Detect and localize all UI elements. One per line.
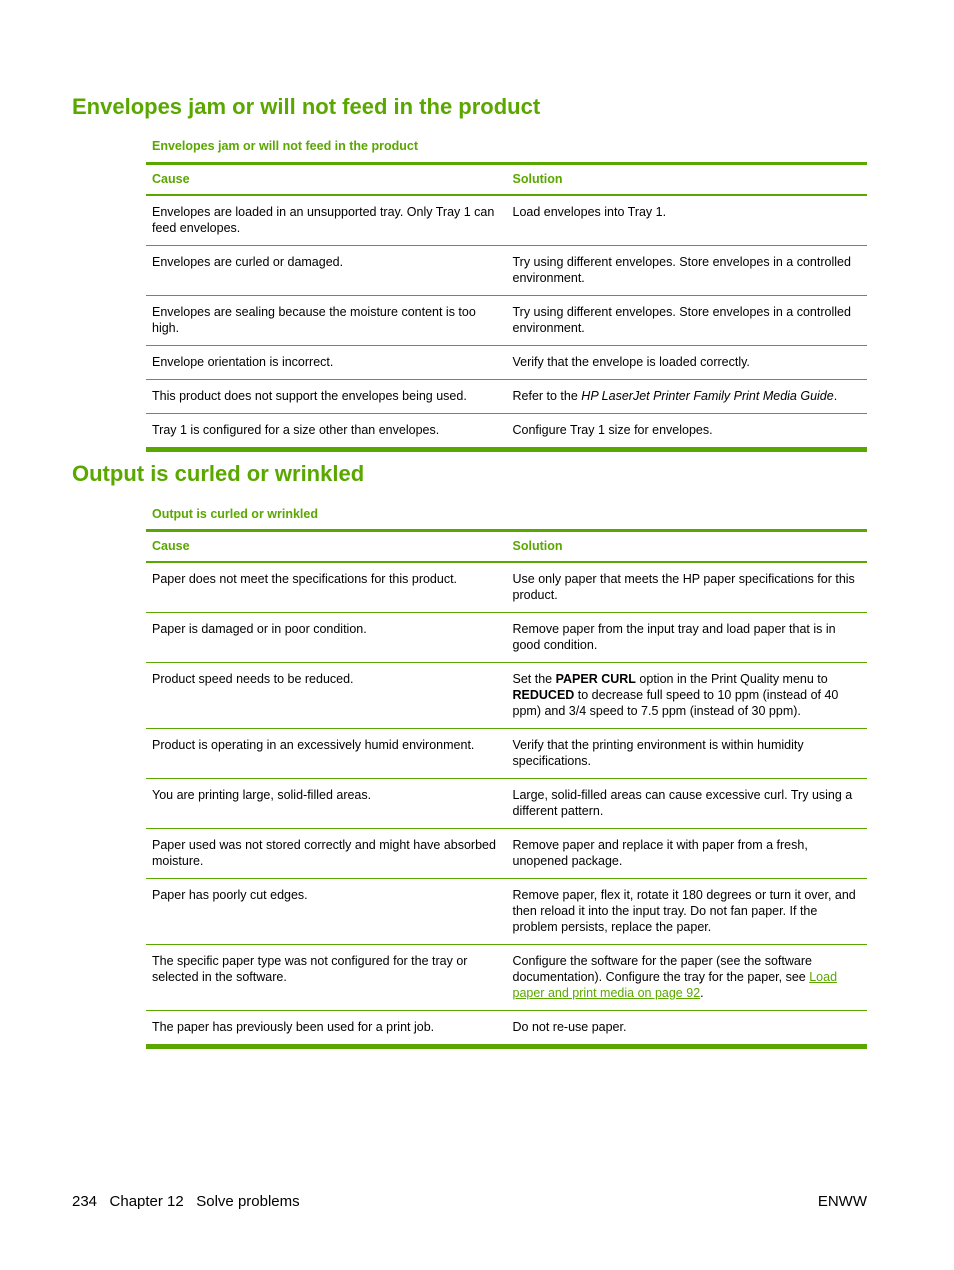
section-heading-envelopes: Envelopes jam or will not feed in the product bbox=[72, 94, 541, 119]
footer-page-info: 234 Chapter 12 Solve problems bbox=[72, 1193, 300, 1210]
footer-doc-code: ENWW bbox=[817, 1193, 867, 1210]
cause-cell: Paper is damaged or in poor condition. bbox=[146, 613, 506, 663]
solution-cell: Large, solid-filled areas can cause excessive curl. Try using a different pattern. bbox=[506, 779, 867, 829]
cause-cell: Envelopes are loaded in an unsupported tray. Only Tray 1 can feed envelopes. bbox=[146, 195, 506, 246]
curled-table bbox=[146, 529, 867, 1049]
solution-cell: Try using different envelopes. Store envelopes in a controlled environment. bbox=[506, 246, 867, 296]
table-row bbox=[146, 829, 867, 879]
table-caption-curled: Output is curled or wrinkled bbox=[152, 507, 318, 521]
solution-cell: Use only paper that meets the HP paper specifications for this product. bbox=[506, 562, 867, 613]
column-header-cause: Cause bbox=[146, 531, 506, 563]
solution-text: . bbox=[700, 986, 704, 1000]
table-caption-envelopes: Envelopes jam or will not feed in the product bbox=[152, 139, 419, 153]
solution-cell: Verify that the envelope is loaded correctly. bbox=[506, 346, 867, 380]
cause-cell: Envelopes are sealing because the moisture content is too high. bbox=[146, 296, 506, 346]
solution-text: Refer to the bbox=[512, 389, 582, 403]
guide-title: HP LaserJet Printer Family Print Media Guide bbox=[581, 389, 834, 403]
table-row bbox=[146, 613, 867, 663]
table-row bbox=[146, 562, 867, 613]
solution-cell: Remove paper, flex it, rotate it 180 degrees or turn it over, and then reload it into the input tray. Do not fan paper. If the problem persists, replace the paper. bbox=[506, 879, 867, 945]
solution-cell: Remove paper from the input tray and load paper that is in good condition. bbox=[506, 613, 867, 663]
cause-cell: Paper used was not stored correctly and might have absorbed moisture. bbox=[146, 829, 506, 879]
solution-cell bbox=[506, 663, 867, 729]
cause-cell: This product does not support the envelopes being used. bbox=[146, 380, 506, 414]
table-row bbox=[146, 879, 867, 945]
solution-cell bbox=[506, 380, 867, 414]
solution-cell bbox=[506, 945, 867, 1011]
column-header-solution: Solution bbox=[506, 164, 867, 196]
cause-cell: Product speed needs to be reduced. bbox=[146, 663, 506, 729]
menu-option-value: REDUCED bbox=[512, 688, 575, 702]
table-row bbox=[146, 945, 867, 1011]
table-row bbox=[146, 195, 867, 246]
cause-cell: Product is operating in an excessively humid environment. bbox=[146, 729, 506, 779]
section-heading-curled: Output is curled or wrinkled bbox=[72, 461, 365, 486]
table-row bbox=[146, 779, 867, 829]
table-row bbox=[146, 729, 867, 779]
menu-option-name: PAPER CURL bbox=[555, 672, 636, 686]
solution-text: option in the Print Quality menu to bbox=[635, 672, 828, 686]
table-row bbox=[146, 663, 867, 729]
table-row bbox=[146, 346, 867, 380]
solution-text: Configure the software for the paper (see the software documentation). Configure the tray for the paper, see bbox=[512, 954, 812, 984]
cause-cell: Envelope orientation is incorrect. bbox=[146, 346, 506, 380]
solution-text: Set the bbox=[512, 672, 556, 686]
solution-cell: Load envelopes into Tray 1. bbox=[506, 195, 867, 246]
table-row bbox=[146, 380, 867, 414]
cause-cell: Paper has poorly cut edges. bbox=[146, 879, 506, 945]
solution-cell: Verify that the printing environment is within humidity specifications. bbox=[506, 729, 867, 779]
table-row bbox=[146, 1011, 867, 1047]
solution-text: to decrease full speed to 10 ppm (instead of 40 ppm) and 3/4 speed to 7.5 ppm (instead of 30 ppm). bbox=[512, 688, 839, 718]
cause-cell: You are printing large, solid-filled areas. bbox=[146, 779, 506, 829]
load-paper-link[interactable]: Load paper and print media on page 92 bbox=[512, 970, 838, 1000]
cause-cell: Envelopes are curled or damaged. bbox=[146, 246, 506, 296]
table-row bbox=[146, 246, 867, 296]
column-header-cause: Cause bbox=[146, 164, 506, 196]
table-header-row bbox=[146, 164, 867, 196]
cause-cell: The paper has previously been used for a print job. bbox=[146, 1011, 506, 1047]
table-header-row bbox=[146, 531, 867, 563]
solution-cell: Remove paper and replace it with paper from a fresh, unopened package. bbox=[506, 829, 867, 879]
cause-cell: Paper does not meet the specifications for this product. bbox=[146, 562, 506, 613]
solution-text: . bbox=[833, 389, 838, 403]
envelopes-table bbox=[146, 162, 867, 452]
table-row bbox=[146, 296, 867, 346]
solution-cell: Try using different envelopes. Store envelopes in a controlled environment. bbox=[506, 296, 867, 346]
table-row bbox=[146, 414, 867, 450]
cause-cell: The specific paper type was not configured for the tray or selected in the software. bbox=[146, 945, 506, 1011]
solution-cell: Configure Tray 1 size for envelopes. bbox=[512, 423, 713, 437]
cause-cell: Tray 1 is configured for a size other than envelopes. bbox=[146, 414, 506, 450]
solution-cell: Do not re-use paper. bbox=[512, 1020, 627, 1034]
column-header-solution: Solution bbox=[506, 531, 867, 563]
